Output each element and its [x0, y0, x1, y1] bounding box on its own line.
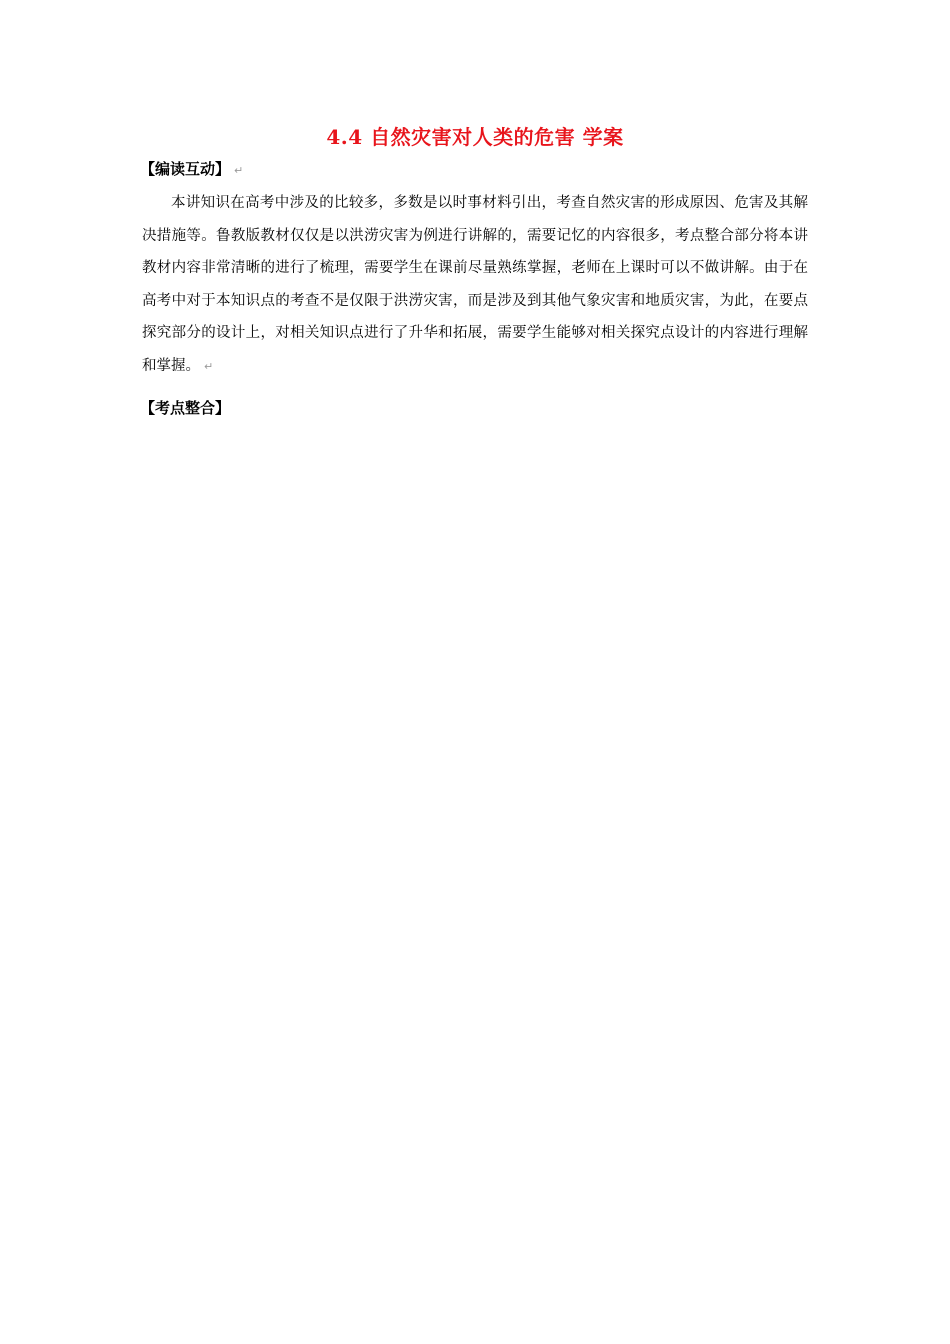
section-heading-label: 【编读互动】	[140, 160, 231, 178]
intro-paragraph-text: 本讲知识在高考中涉及的比较多，多数是以时事材料引出，考查自然灾害的形成原因、危害及其解决措施等。鲁教版教材仅仅是以洪涝灾害为例进行讲解的，需要记忆的内容很多，考点整合部分将本讲教材内容非常清晰的进行了梳理，需要学生在课前尽量熟练掌握，老师在上课时可以不做讲解。由于在高考中对于本知识点的考查不是仅限于洪涝灾害，而是涉及到其他气象灾害和地质灾害，为此，在要点探究部分的设计上，对相关知识点进行了升华和拓展，需要学生能够对相关探究点设计的内容进行理解和掌握。	[142, 195, 808, 374]
paragraph-mark-icon: ↵	[234, 164, 244, 177]
section-heading-editorial-interaction	[140, 158, 243, 182]
document-title: 4.4 自然灾害对人类的危害 学案	[326, 125, 624, 149]
intro-paragraph	[142, 187, 808, 383]
section-heading-key-points	[140, 397, 230, 419]
section-heading-label: 【考点整合】	[140, 399, 231, 417]
paragraph-mark-icon: ↵	[204, 359, 214, 373]
